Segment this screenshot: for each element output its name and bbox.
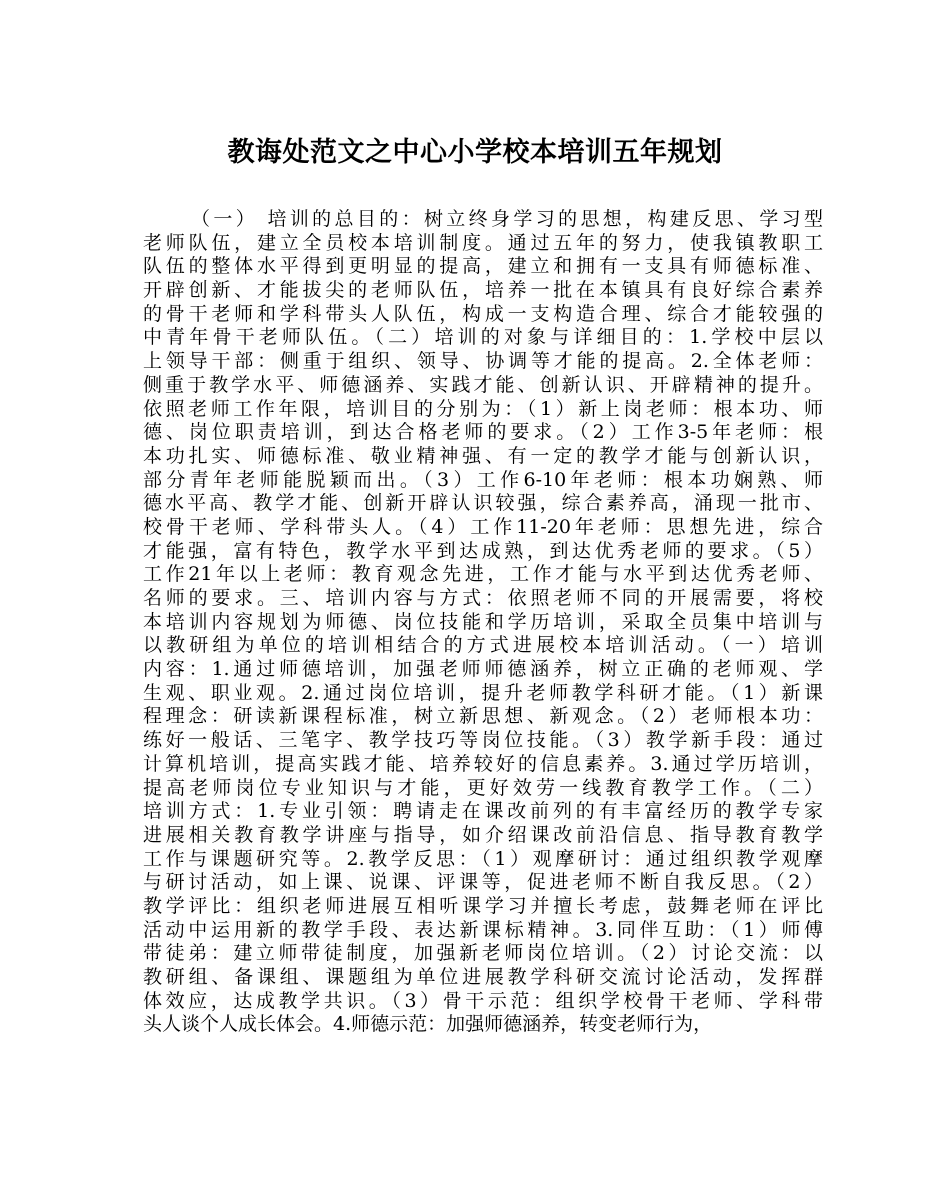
document-title: 教诲处范文之中心小学校本培训五年规划 xyxy=(227,137,723,168)
body-line: 培训方式：1.专业引领：聘请走在课改前列的有丰富经历的教学专家 xyxy=(143,800,823,823)
body-line: 依照老师工作年限，培训目的分别为：（1）新上岗老师：根本功、师 xyxy=(143,397,823,420)
body-line: 中青年骨干老师队伍。（二）培训的对象与详细目的：1.学校中层以 xyxy=(143,326,823,349)
body-line: 教学评比：组织老师进展互相听课学习并擅长考虑，鼓舞老师在评比 xyxy=(143,894,823,917)
body-line: 内容：1.通过师德培训，加强老师师德涵养，树立正确的老师观、学 xyxy=(143,658,823,681)
body-line: 队伍的整体水平得到更明显的提高，建立和拥有一支具有师德标准、 xyxy=(143,255,823,278)
body-line: 名师的要求。三、培训内容与方式：依照老师不同的开展需要，将校 xyxy=(143,587,823,609)
body-line: 程理念：研读新课程标准，树立新思想、新观念。（2）老师根本功： xyxy=(143,705,823,728)
body-line: 与研讨活动，如上课、说课、评课等，促进老师不断自我反思。（2） xyxy=(143,871,823,894)
body-line: 工作21年以上老师：教育观念先进，工作才能与水平到达优秀老师、 xyxy=(143,563,823,586)
body-line: 体效应，达成教学共识。（3）骨干示范：组织学校骨干老师、学科带 xyxy=(143,989,823,1012)
body-line: 侧重于教学水平、师德涵养、实践才能、创新认识、开辟精神的提升。 xyxy=(143,373,823,396)
body-line: 提高老师岗位专业知识与才能，更好效劳一线教育教学工作。（二） xyxy=(143,776,823,799)
body-line: 才能强，富有特色，教学水平到达成熟，到达优秀老师的要求。（5） xyxy=(143,539,823,562)
body-line: 部分青年老师能脱颖而出。（3）工作6-10年老师：根本功娴熟、师 xyxy=(143,468,823,491)
body-line: 本培训内容规划为师德、岗位技能和学历培训，采取全员集中培训与 xyxy=(143,610,823,633)
body-line: 计算机培训，提高实践才能、培养较好的信息素养。3.通过学历培训， xyxy=(143,752,823,775)
body-line: 开辟创新、才能拔尖的老师队伍，培养一批在本镇具有良好综合素养 xyxy=(143,279,823,302)
body-line: 教研组、备课组、课题组为单位进展教学科研交流讨论活动，发挥群 xyxy=(143,966,823,988)
body-line: 活动中运用新的教学手段、表达新课标精神。3.同伴互助：（1）师傅 xyxy=(143,918,823,941)
document-body xyxy=(143,208,823,1037)
body-line: （一） 培训的总目的：树立终身学习的思想，构建反思、学习型 xyxy=(191,208,823,230)
body-line: 头人谈个人成长体会。4.师德示范：加强师德涵养，转变老师行为， xyxy=(143,1013,713,1036)
body-line: 的骨干老师和学科带头人队伍，构成一支构造合理、综合才能较强的 xyxy=(143,302,823,325)
body-line: 工作与课题研究等。2.教学反思：（1）观摩研讨：通过组织教学观摩 xyxy=(143,847,823,870)
body-line: 本功扎实、师德标准、敬业精神强、有一定的教学才能与创新认识， xyxy=(143,444,823,467)
body-line: 生观、职业观。2.通过岗位培训，提升老师教学科研才能。（1）新课 xyxy=(143,681,823,704)
body-line: 校骨干老师、学科带头人。（4）工作11-20年老师：思想先进，综合 xyxy=(143,515,823,538)
body-line: 练好一般话、三笔字、教学技巧等岗位技能。（3）教学新手段：通过 xyxy=(143,729,823,752)
body-line: 带徒弟：建立师带徒制度，加强新老师岗位培训。（2）讨论交流：以 xyxy=(143,942,823,965)
body-line: 以教研组为单位的培训相结合的方式进展校本培训活动。（一）培训 xyxy=(143,634,823,657)
body-line: 德水平高、教学才能、创新开辟认识较强，综合素养高，涌现一批市、 xyxy=(143,492,823,515)
body-line: 德、岗位职责培训，到达合格老师的要求。（2）工作3-5年老师：根 xyxy=(143,421,823,444)
body-line: 上领导干部：侧重于组织、领导、协调等才能的提高。2.全体老师： xyxy=(143,350,823,373)
body-line: 老师队伍，建立全员校本培训制度。通过五年的努力，使我镇教职工 xyxy=(143,231,823,254)
body-line: 进展相关教育教学讲座与指导，如介绍课改前沿信息、指导教育教学 xyxy=(143,823,823,846)
